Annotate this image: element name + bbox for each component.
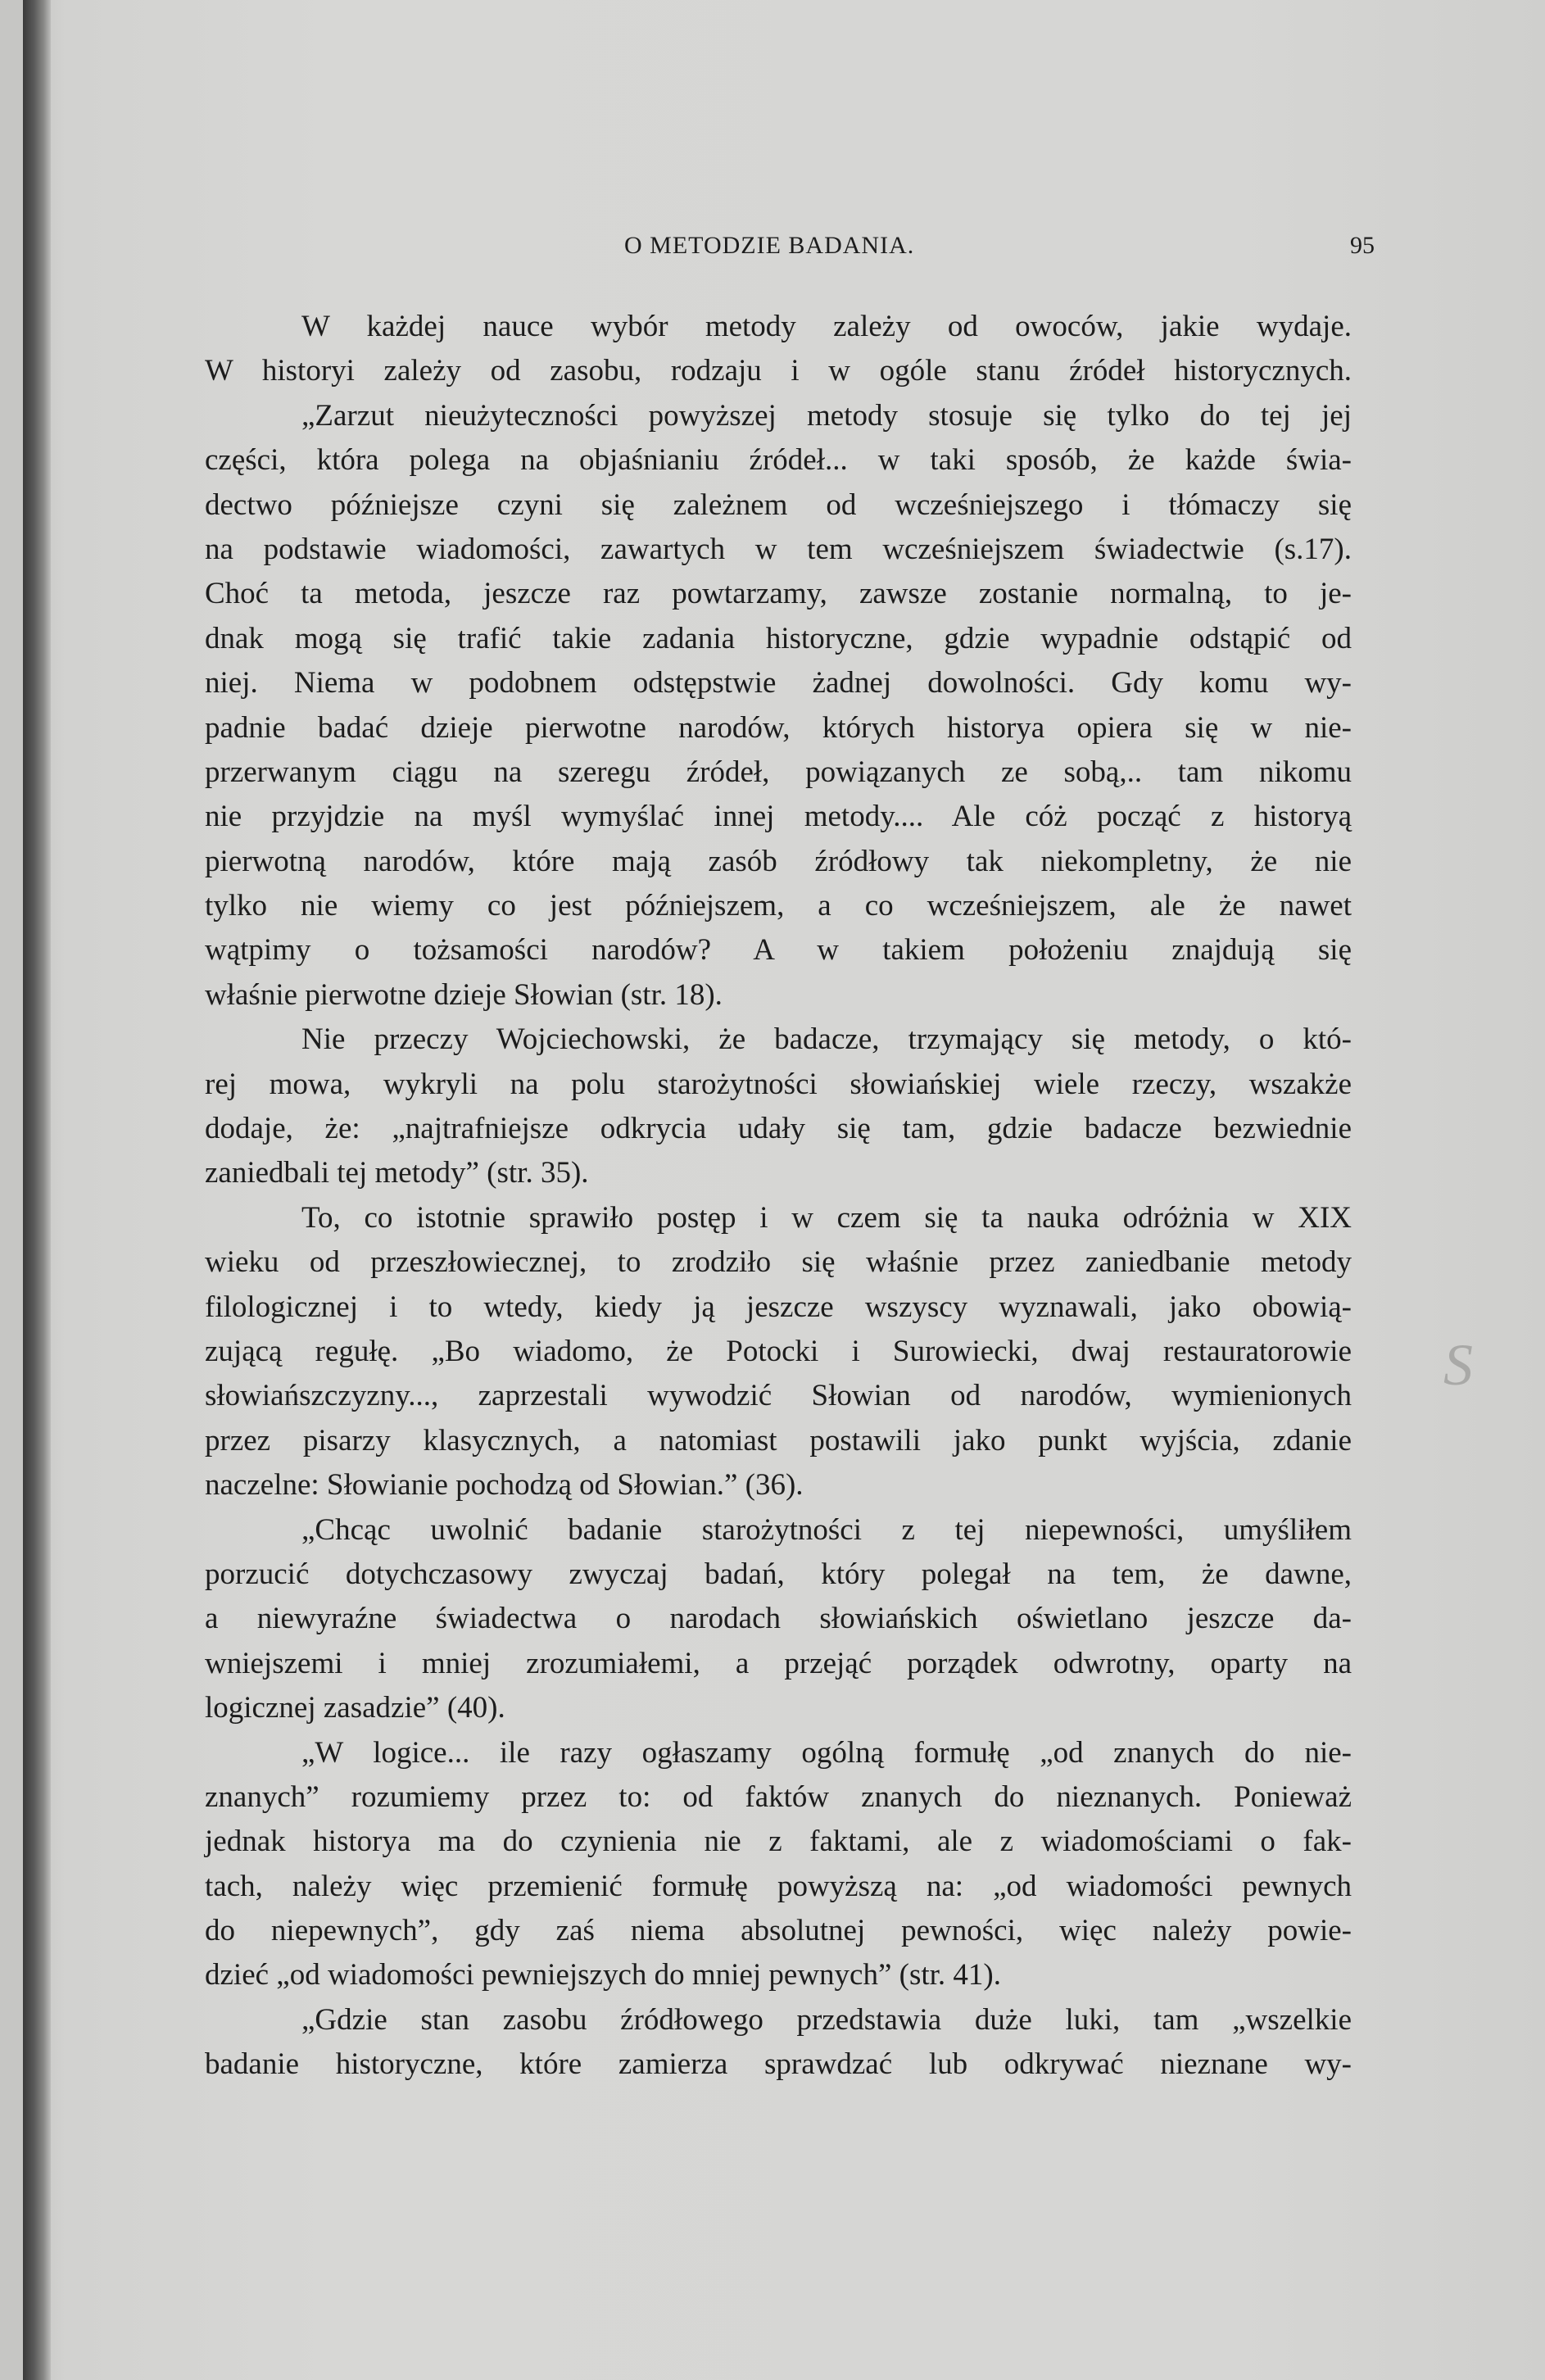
text-line: wniejszemi i mniej zrozumiałemi, a przejąć porządek odwrotny, oparty na <box>205 1646 1352 1680</box>
text-line: „Zarzut nieużyteczności powyższej metody stosuje się tylko do tej jej <box>301 398 1352 433</box>
text-line: wątpimy o tożsamości narodów? A w takiem położeniu znajdują się <box>205 933 1352 968</box>
text-line: nie przyjdzie na myśl wymyślać innej metody.... Ale cóż począć z historyą <box>205 800 1352 834</box>
text-line: a niewyraźne świadectwa o narodach słowiańskich oświetlano jeszcze da- <box>205 1602 1352 1636</box>
text-line: przez pisarzy klasycznych, a natomiast postawili jako punkt wyjścia, zdanie <box>205 1423 1352 1457</box>
text-line: dnak mogą się trafić takie zadania historyczne, gdzie wypadnie odstąpić od <box>205 621 1352 655</box>
text-line: pierwotną narodów, które mają zasób źródłowy tak niekompletny, że nie <box>205 844 1352 878</box>
text-line: wieku od przeszłowiecznej, to zrodziło się właśnie przez zaniedbanie metody <box>205 1245 1352 1280</box>
text-line: W każdej nauce wybór metody zależy od owoców, jakie wydaje. <box>301 310 1352 343</box>
text-line: zującą regułę. „Bo wiadomo, że Potocki i Surowiecki, dwaj restauratorowie <box>205 1334 1352 1368</box>
text-line: tach, należy więc przemienić formułę powyższą na: „od wiadomości pewnych <box>205 1869 1352 1903</box>
text-line: „W logice... ile razy ogłaszamy ogólną formułę „od znanych do nie- <box>301 1735 1352 1770</box>
text-line: rej mowa, wykryli na polu starożytności słowiańskiej wiele rzeczy, wszakże <box>205 1067 1352 1101</box>
page-margin-left <box>0 0 25 2380</box>
text-line: To, co istotnie sprawiło postęp i w czem się ta nauka odróżnia w XIX <box>301 1200 1352 1235</box>
running-head <box>205 232 1375 273</box>
handwritten-margin-mark: S <box>1443 1332 1473 1398</box>
text-line: „Gdzie stan zasobu źródłowego przedstawia duże luki, tam „wszelkie <box>301 2002 1352 2037</box>
book-binding-shadow <box>23 0 51 2380</box>
text-line: badanie historyczne, które zamierza sprawdzać lub odkrywać nieznane wy- <box>205 2047 1352 2082</box>
text-line: części, która polega na objaśnianiu źródeł... w taki sposób, że każde świa- <box>205 443 1352 478</box>
text-line: właśnie pierwotne dzieje Słowian (str. 18). <box>205 977 723 1012</box>
text-line: dzieć „od wiadomości pewniejszych do mniej pewnych” (str. 41). <box>205 1958 1001 1992</box>
text-line: dodaje, że: „najtrafniejsze odkrycia udały się tam, gdzie badacze bezwiednie <box>205 1112 1352 1146</box>
text-line: filologicznej i to wtedy, kiedy ją jeszcze wszyscy wyznawali, jako obowią- <box>205 1290 1352 1324</box>
page-number: 95 <box>1350 232 1375 259</box>
text-line: znanych” rozumiemy przez to: od faktów znanych do nieznanych. Ponieważ <box>205 1779 1352 1814</box>
text-line: przerwanym ciągu na szeregu źródeł, powiązanych ze sobą,.. tam nikomu <box>205 755 1352 789</box>
text-line: jednak historya ma do czynienia nie z faktami, ale z wiadomościami o fak- <box>205 1825 1352 1859</box>
text-line: porzucić dotychczasowy zwyczaj badań, który polegał na tem, że dawne, <box>205 1557 1352 1591</box>
text-line: słowiańszczyzny..., zaprzestali wywodzić Słowian od narodów, wymienionych <box>205 1379 1352 1413</box>
body-text <box>205 305 1352 2088</box>
text-line: „Chcąc uwolnić badanie starożytności z tej niepewności, umyśliłem <box>301 1512 1352 1547</box>
text-line: na podstawie wiadomości, zawartych w tem wcześniejszem świadectwie (s.17). <box>205 532 1352 566</box>
text-line: W historyi zależy od zasobu, rodzaju i w ogóle stanu źródeł historycznych. <box>205 354 1352 388</box>
text-line: padnie badać dzieje pierwotne narodów, których historya opiera się w nie- <box>205 710 1352 745</box>
text-line: niej. Niema w podobnem odstępstwie żadnej dowolności. Gdy komu wy- <box>205 666 1352 700</box>
text-line: Choć ta metoda, jeszcze raz powtarzamy, zawsze zostanie normalną, to je- <box>205 577 1352 611</box>
text-line: zaniedbali tej metody” (str. 35). <box>205 1156 589 1190</box>
text-line: do niepewnych”, gdy zaś niema absolutnej pewności, więc należy powie- <box>205 1914 1352 1948</box>
text-line: Nie przeczy Wojciechowski, że badacze, trzymający się metody, o któ- <box>301 1022 1352 1057</box>
text-line: naczelne: Słowianie pochodzą od Słowian.” (36). <box>205 1468 804 1503</box>
text-line: tylko nie wiemy co jest późniejszem, a co wcześniejszem, ale że nawet <box>205 889 1352 923</box>
running-title: O METODZIE BADANIA. <box>624 232 915 259</box>
text-line: logicznej zasadzie” (40). <box>205 1691 505 1725</box>
text-line: dectwo późniejsze czyni się zależnem od wcześniejszego i tłómaczy się <box>205 487 1352 522</box>
